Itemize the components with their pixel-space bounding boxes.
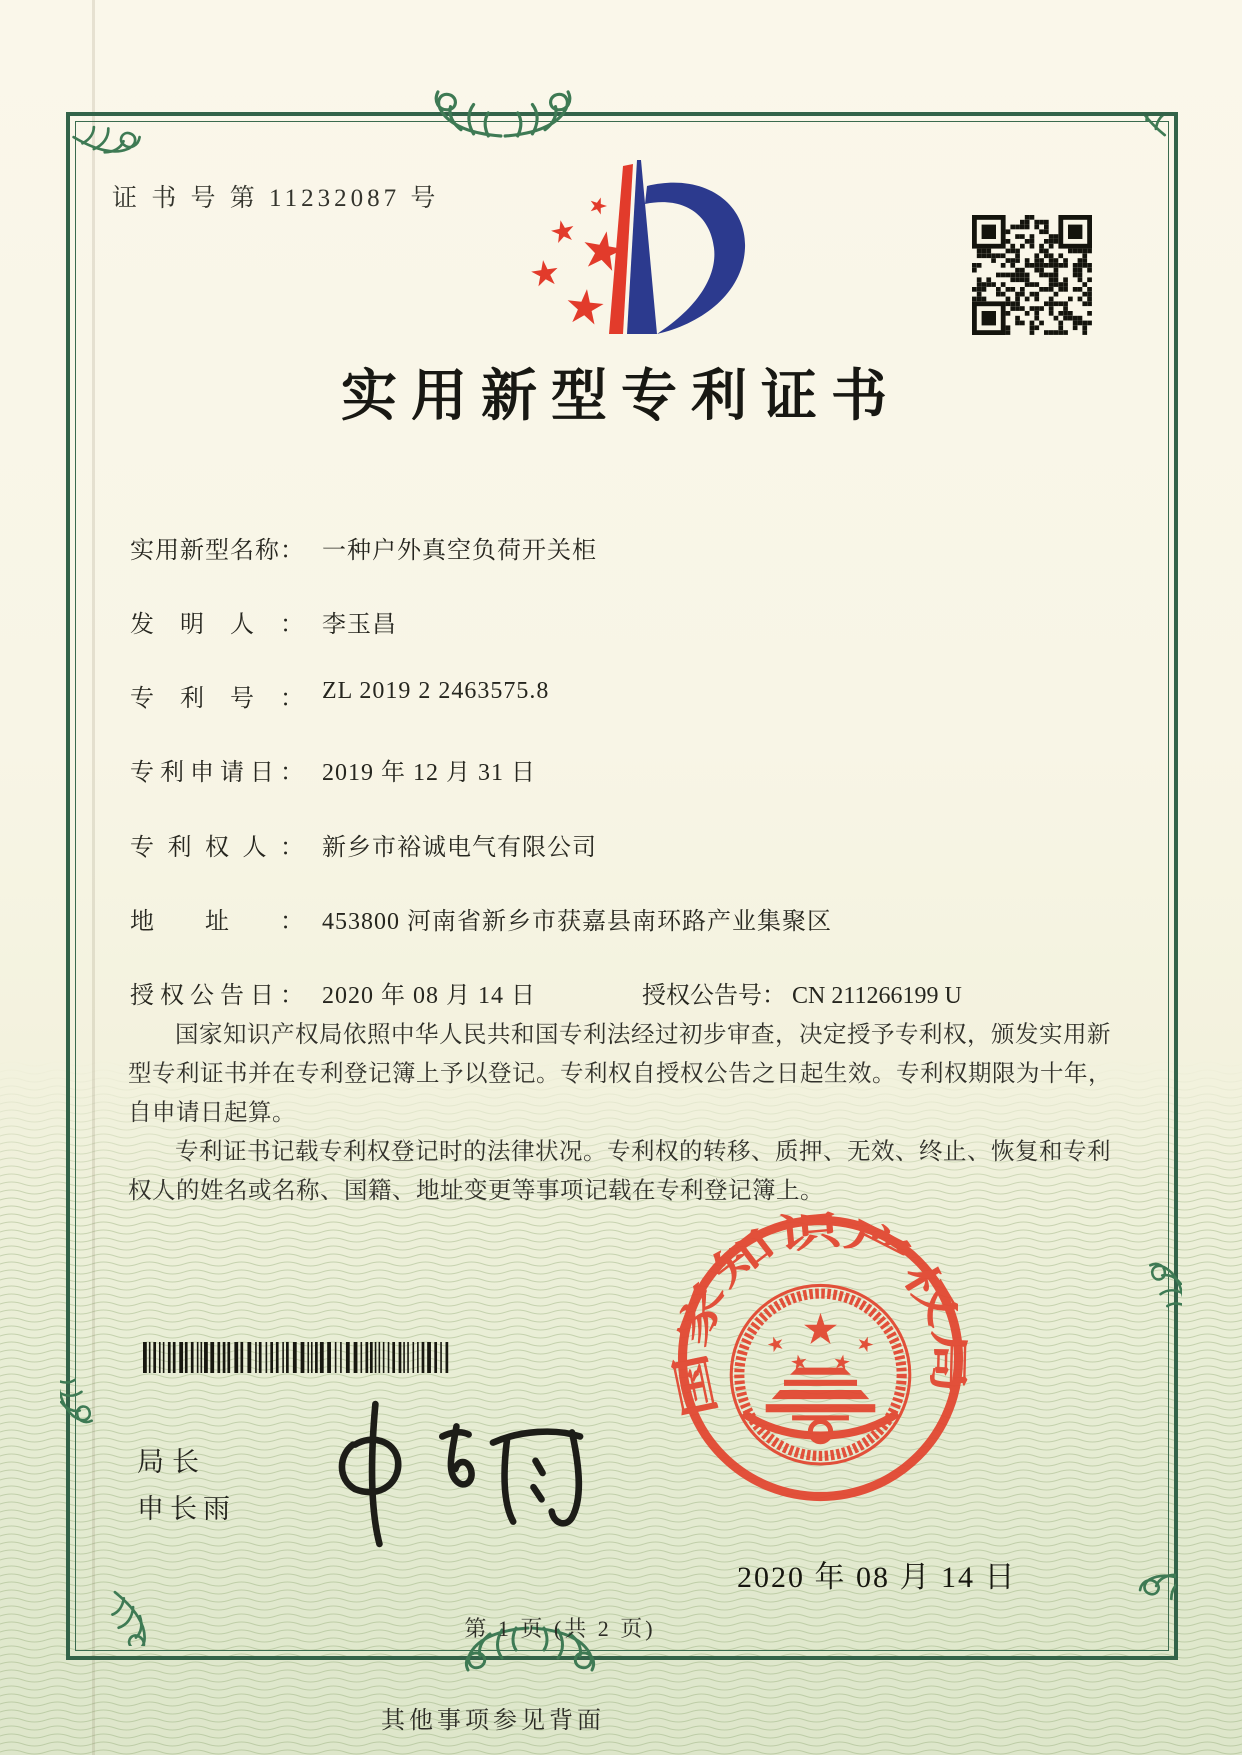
field-value: 453800 河南省新乡市获嘉县南环路产业集聚区 xyxy=(322,909,832,935)
page-number: 第 1 页 (共 2 页) xyxy=(464,1616,656,1641)
handwritten-signature xyxy=(312,1398,607,1550)
seal-agency-text: 国家知识产权局 xyxy=(669,1209,971,1422)
national-emblem xyxy=(731,1285,910,1464)
svg-text:国家知识产权局 xyxy=(667,1207,970,1421)
qr-code xyxy=(972,215,1092,335)
field-row-patentee xyxy=(130,827,1140,861)
field-value: ZL 2019 2 2463575.8 xyxy=(322,678,550,704)
director-name: 申长雨 xyxy=(137,1494,236,1524)
director-role-label: 局长 xyxy=(137,1447,207,1477)
field-label: 授权公告日： xyxy=(130,983,304,1009)
legal-text-block xyxy=(128,1016,1132,1211)
field-label: 专利权人： xyxy=(130,835,304,861)
seal-date: 2020 年 08 月 14 日 xyxy=(737,1561,1017,1594)
field-value: 2020 年 08 月 14 日 xyxy=(322,983,536,1009)
field-row-patent-number xyxy=(130,678,1140,712)
field-value: 李玉昌 xyxy=(322,612,397,638)
field-row-grant-date xyxy=(130,975,1140,1009)
grant-number-group xyxy=(642,975,962,1010)
barcode xyxy=(143,1342,450,1373)
back-side-note: 其他事项参见背面 xyxy=(381,1708,605,1734)
field-value: 一种户外真空负荷开关柜 xyxy=(322,538,597,564)
cnipa-logo xyxy=(505,156,760,338)
certificate-title: 实用新型专利证书 xyxy=(341,366,901,428)
field-value: 新乡市裕诚电气有限公司 xyxy=(322,835,597,861)
field-row-filing-date xyxy=(130,752,1140,786)
field-label: 实用新型名称： xyxy=(130,538,304,564)
field-row-inventor xyxy=(130,604,1140,638)
field-label: 专利申请日： xyxy=(130,760,304,786)
certificate-number: 证 书 号 第 11232087 号 xyxy=(112,185,440,212)
field-label: 专利号： xyxy=(130,686,304,712)
field-value: 2019 年 12 月 31 日 xyxy=(322,760,536,786)
legal-paragraph-1: 国家知识产权局依照中华人民共和国专利法经过初步审查，决定授予专利权，颁发实用新型专利证书并在专利登记簿上予以登记。专利权自授权公告之日起生效。专利权期限为十年，自申请日起算。 xyxy=(128,1022,1112,1126)
field-row-address xyxy=(130,901,1140,935)
field-row-utility-model-name xyxy=(130,530,1140,564)
grant-number-label: 授权公告号： xyxy=(642,983,786,1009)
cnipa-round-seal xyxy=(648,1186,993,1531)
grant-number-value: CN 211266199 U xyxy=(792,983,962,1009)
field-label: 发明人： xyxy=(130,612,304,638)
field-label: 地址： xyxy=(130,909,304,935)
legal-paragraph-2: 专利证书记载专利权登记时的法律状况。专利权的转移、质押、无效、终止、恢复和专利权人的姓名或名称、国籍、地址变更等事项记载在专利登记簿上。 xyxy=(128,1139,1111,1204)
